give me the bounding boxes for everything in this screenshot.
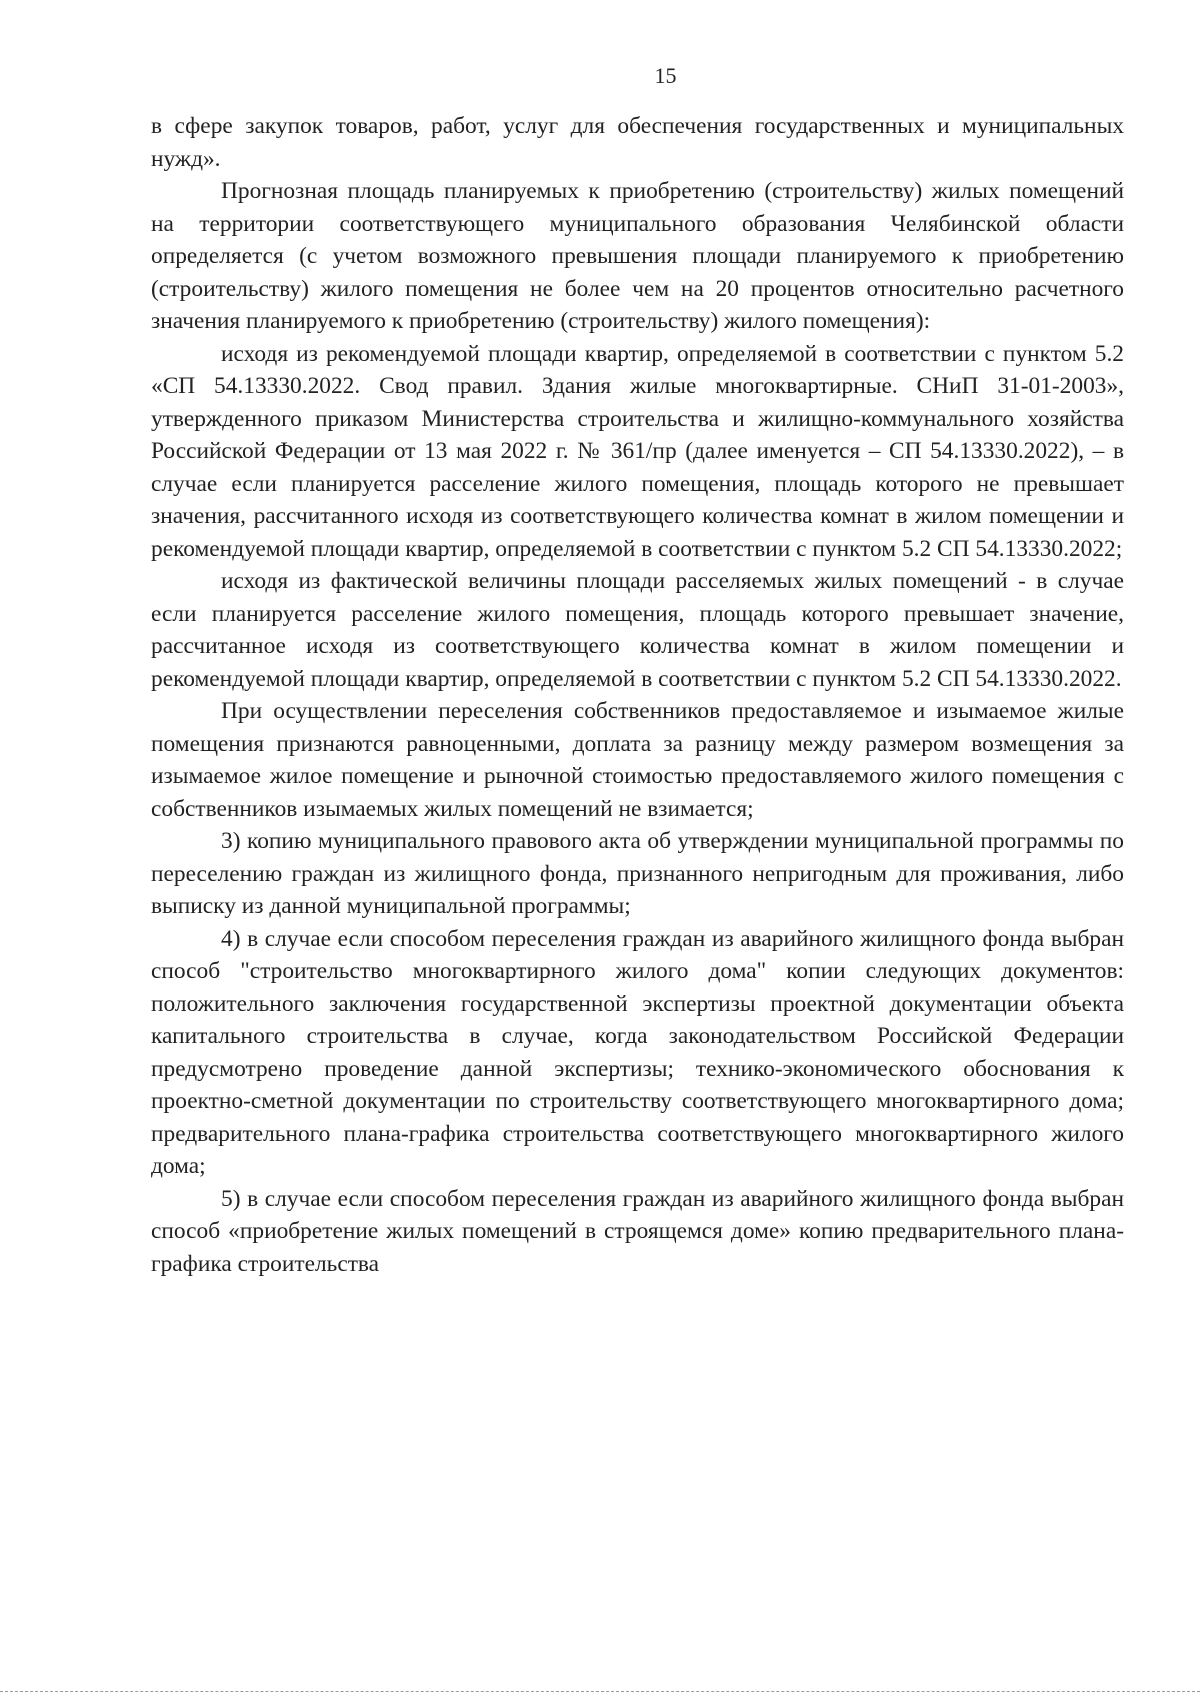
- paragraph-item-3: 3) копию муниципального правового акта об утверждении муниципальной программы по переселению граждан из жилищного фонда, признанного непригодным для проживания, либо выписку из данной муниципальной программы;: [151, 828, 1124, 919]
- paragraph-item-4: 4) в случае если способом переселения граждан из аварийного жилищного фонда выбран способ "строительство многоквартирного жилого дома" копии следующих документов: положительного заключения государственной экспертизы проектной документации объекта капитального строительства в случае, когда законодательством Российской Федерации предусмотрено проведение данной экспертизы; технико-экономического обоснования к проектно-сметной документации по строительству соответствующего многоквартирного дома; предварительного плана-графика строительства соответствующего многоквартирного жилого дома;: [151, 925, 1124, 1179]
- paragraph-forecast-area: Прогнозная площадь планируемых к приобретению (строительству) жилых помещений на территории соответствующего муниципального образования Челябинской области определяется (с учетом возможного превышения площади планируемого к приобретению (строительству) жилого помещения не более чем на 20 процентов относительно расчетного значения планируемого к приобретению (строительству) жилого помещения):: [151, 178, 1124, 334]
- paragraph-item-5: 5) в случае если способом переселения граждан из аварийного жилищного фонда выбран способ «приобретение жилых помещений в строящемся доме» копию предварительного плана-графика строительства: [151, 1185, 1124, 1277]
- paragraph-owners-resettlement: При осуществлении переселения собственников предоставляемое и изымаемое жилые помещения признаются равноценными, доплата за разницу между размером возмещения за изымаемое жилое помещение и рыночной стоимостью предоставляемого жилого помещения с собственников изымаемых жилых помещений не взимается;: [151, 698, 1124, 822]
- paragraph-recommended-area: исходя из рекомендуемой площади квартир, определяемой в соответствии с пунктом 5.2 «СП 54.13330.2022. Свод правил. Здания жилые многоквартирные. СНиП 31-01-2003», утвержденного приказом Министерства строительства и жилищно-коммунального хозяйства Российской Федерации от 13 мая 2022 г. № 361/пр (далее именуется – СП 54.13330.2022), – в случае если планируется расселение жилого помещения, площадь которого не превышает значения, рассчитанного исходя из соответствующего количества комнат в жилом помещении и рекомендуемой площади квартир, определяемой в соответствии с пунктом 5.2 СП 54.13330.2022;: [151, 340, 1124, 562]
- scan-bottom-edge-line: [0, 1691, 1200, 1692]
- paragraph-actual-area: исходя из фактической величины площади расселяемых жилых помещений - в случае если планируется расселение жилого помещения, площадь которого превышает значение, рассчитанное исходя из соответствующего количества комнат в жилом помещении и рекомендуемой площади квартир, определяемой в соответствии с пунктом 5.2 СП 54.13330.2022.: [151, 568, 1124, 692]
- page-number: 15: [654, 63, 677, 88]
- paragraph-procurement-tail: в сфере закупок товаров, работ, услуг для обеспечения государственных и муниципальных нужд».: [151, 113, 1124, 172]
